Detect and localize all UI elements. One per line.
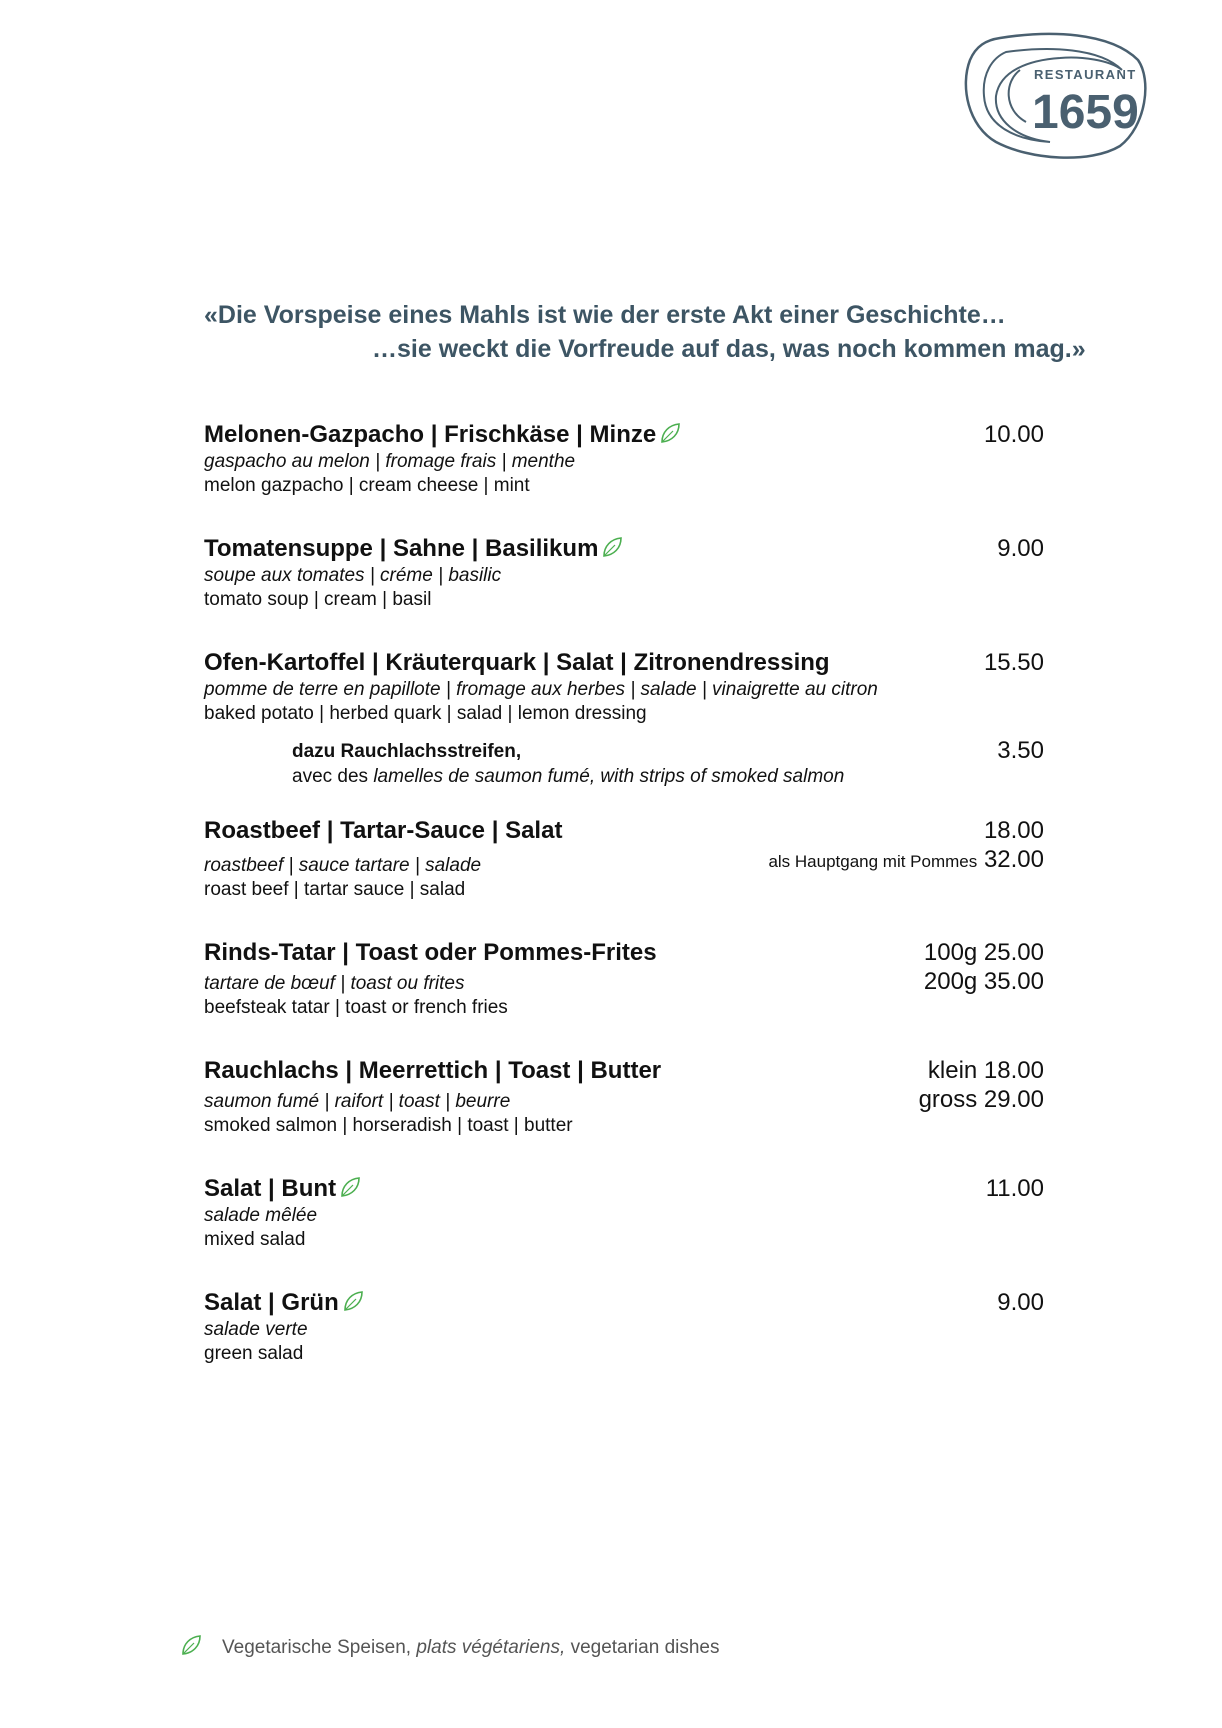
menu-item	[204, 534, 1044, 612]
menu-item	[204, 1056, 1044, 1138]
item-price: 18.00	[983, 817, 1044, 844]
main-course-price	[768, 846, 1044, 876]
item-name: Roastbeef | Tartar-Sauce | Salat	[204, 817, 563, 844]
item-english: smoked salmon | horseradish | toast | butter	[204, 1115, 573, 1136]
quote-line-1: «Die Vorspeise eines Mahls ist wie der erste Akt einer Geschichte…	[204, 301, 1006, 329]
item-french: pomme de terre en papillote | fromage aux herbes | salade | vinaigrette au citron	[204, 679, 878, 700]
starter-menu	[204, 420, 1044, 1402]
item-price: 9.00	[997, 535, 1044, 562]
item-price: 9.00	[997, 1289, 1044, 1316]
item-name: Tomatensuppe | Sahne | Basilikum	[204, 535, 599, 562]
item-english: roast beef | tartar sauce | salad	[204, 879, 466, 900]
addon-name: dazu Rauchlachsstreifen,	[292, 741, 522, 762]
svg-text:RESTAURANT: RESTAURANT	[1034, 67, 1137, 82]
item-price: 15.50	[983, 649, 1044, 676]
item-english: tomato soup | cream | basil	[204, 589, 432, 610]
svg-text:1659: 1659	[1032, 86, 1139, 139]
item-french: salade mêlée	[204, 1205, 318, 1226]
item-french: roastbeef | sauce tartare | salade	[204, 855, 482, 876]
item-english: baked potato | herbed quark | salad | lemon dressing	[204, 703, 647, 724]
item-french: soupe aux tomates | créme | basilic	[204, 565, 502, 586]
menu-item	[204, 648, 1044, 790]
menu-item	[204, 420, 1044, 498]
item-price: 10.00	[983, 421, 1044, 448]
intro-quote	[204, 298, 1164, 366]
leaf-icon	[659, 422, 681, 444]
item-name: Salat | Bunt	[204, 1175, 337, 1202]
item-french: tartare de bœuf | toast ou frites	[204, 973, 465, 994]
item-french: salade verte	[204, 1319, 308, 1340]
item-french: saumon fumé | raifort | toast | beurre	[204, 1091, 511, 1112]
item-addon	[292, 737, 1044, 790]
legend-german: Vegetarische Speisen,	[222, 1637, 412, 1658]
item-english: mixed salad	[204, 1229, 306, 1250]
item-price: 11.00	[985, 1175, 1044, 1202]
item-price: 100g 25.00	[923, 939, 1044, 966]
item-name: Ofen-Kartoffel | Kräuterquark | Salat | Zitronendressing	[204, 649, 830, 676]
item-name: Melonen-Gazpacho | Frischkäse | Minze	[204, 421, 657, 448]
addon-prefix: avec des	[292, 766, 374, 787]
item-english: melon gazpacho | cream cheese | mint	[204, 475, 530, 496]
leaf-icon	[339, 1176, 361, 1198]
menu-item	[204, 938, 1044, 1020]
addon-price: 3.50	[997, 737, 1044, 764]
item-price: klein 18.00	[927, 1057, 1044, 1084]
leaf-icon	[601, 536, 623, 558]
menu-item	[204, 1174, 1044, 1252]
item-name: Rinds-Tatar | Toast oder Pommes-Frites	[204, 939, 657, 966]
leaf-icon	[342, 1290, 364, 1312]
legend-english: vegetarian dishes	[570, 1637, 720, 1658]
legend-french: plats végétariens,	[416, 1637, 566, 1658]
main-course-amount: 32.00	[983, 846, 1044, 873]
item-price-secondary: gross 29.00	[918, 1086, 1044, 1113]
menu-item	[204, 816, 1044, 902]
item-french: gaspacho au melon | fromage frais | menthe	[204, 451, 576, 472]
main-course-label: als Hauptgang mit Pommes	[768, 852, 978, 871]
item-name: Rauchlachs | Meerrettich | Toast | Butter	[204, 1057, 662, 1084]
addon-description: lamelles de saumon fumé, with strips of smoked salmon	[373, 766, 845, 787]
item-english: green salad	[204, 1343, 304, 1364]
leaf-icon	[180, 1634, 202, 1656]
quote-line-2: …sie weckt die Vorfreude auf das, was noch kommen mag.»	[372, 335, 1086, 363]
restaurant-logo	[960, 30, 1150, 160]
menu-item	[204, 1288, 1044, 1366]
item-english: beefsteak tatar | toast or french fries	[204, 997, 508, 1018]
vegetarian-legend	[180, 1634, 720, 1660]
item-name: Salat | Grün	[204, 1289, 339, 1316]
item-price-secondary: 200g 35.00	[923, 968, 1044, 995]
